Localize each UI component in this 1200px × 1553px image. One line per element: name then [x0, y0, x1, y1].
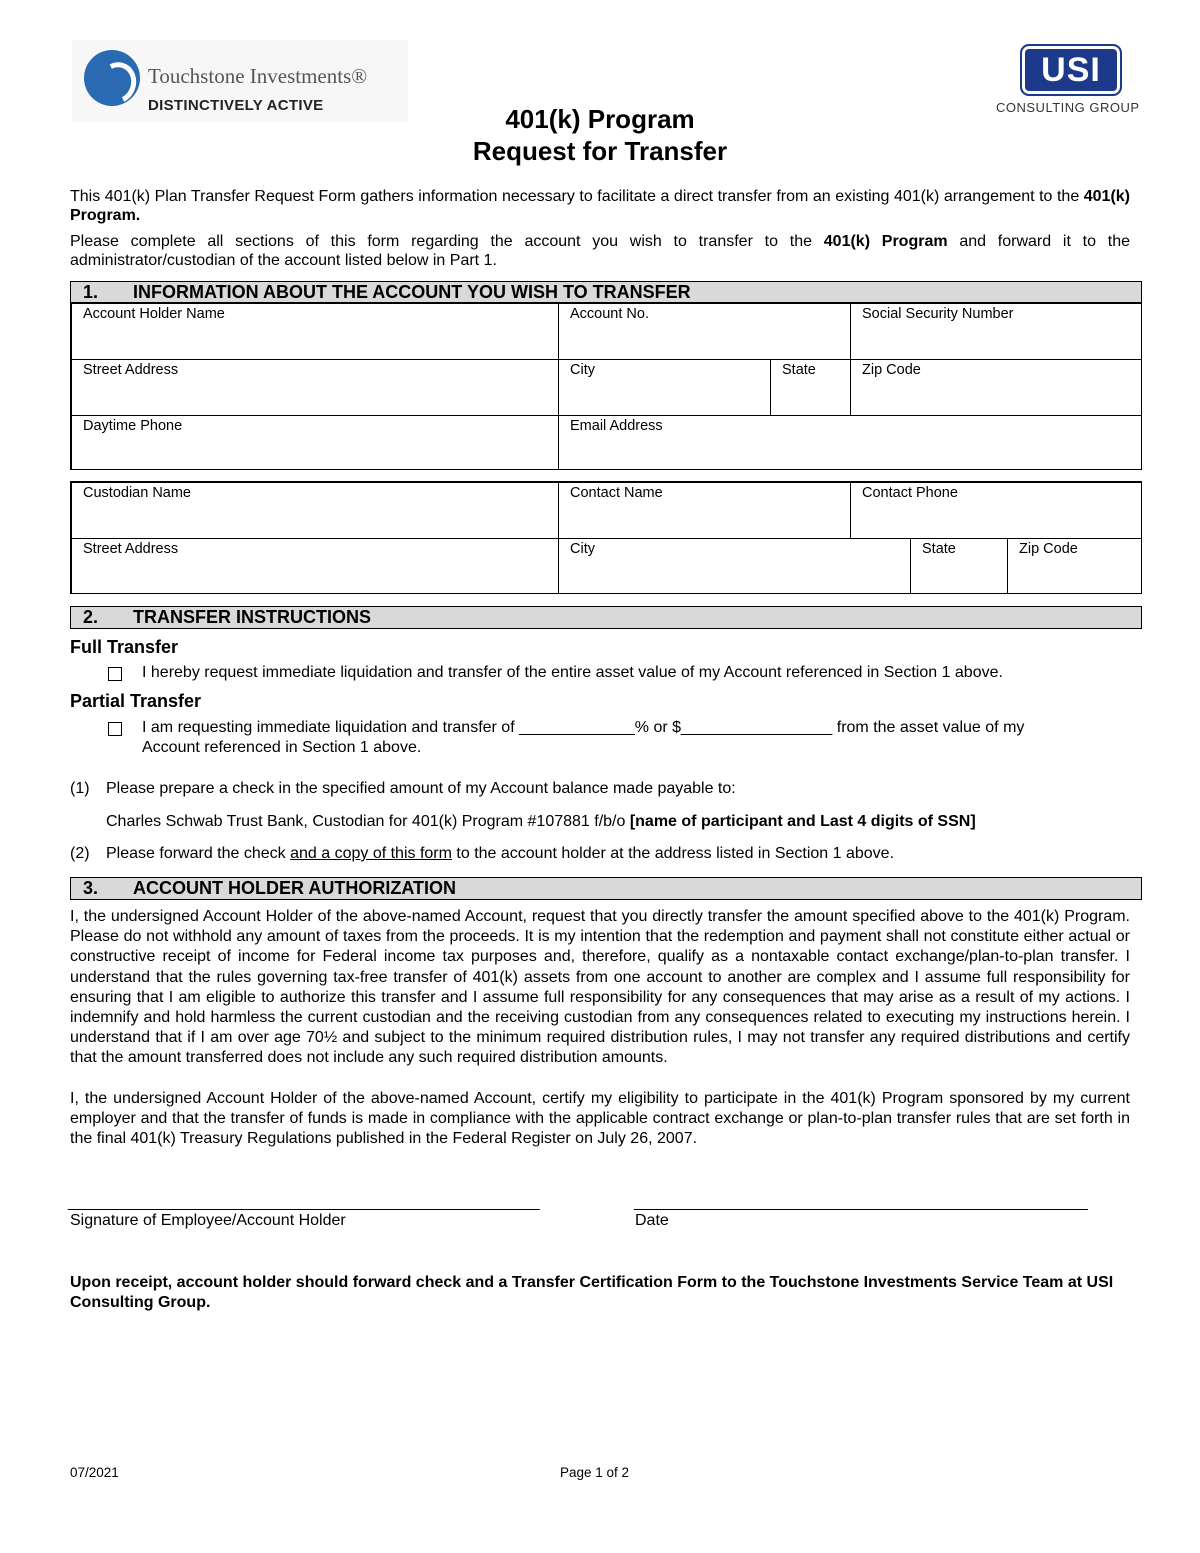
- contact-phone-field[interactable]: Contact Phone: [851, 483, 1142, 539]
- dollar-blank[interactable]: _________________: [681, 719, 833, 736]
- touchstone-logo-icon: [84, 50, 140, 106]
- full-transfer-text: I hereby request immediate liquidation and transfer of the entire asset value of my Account referenced in Section 1 above.: [142, 664, 1003, 681]
- page-subtitle: Request for Transfer: [472, 136, 728, 166]
- custodian-state-field[interactable]: State: [911, 539, 1008, 594]
- authorization-text: [70, 907, 1130, 1149]
- authorization-paragraph-2: I, the undersigned Account Holder of the above-named Account, certify my eligibility to participate in the 401(k) Program sponsored by my current employer and that the transfer of funds is made in compliance with the applicable contract exchange or plan-to-plan transfer rules that are set forth in the final 401(k) Treasury Regulations published in the Federal Register on July 26, 2007.: [70, 1089, 1130, 1148]
- account-holder-name-field[interactable]: Account Holder Name: [72, 304, 559, 360]
- custodian-info-table: [70, 481, 1142, 594]
- touchstone-tagline: DISTINCTIVELY ACTIVE: [148, 97, 324, 114]
- zip-code-field[interactable]: Zip Code: [851, 360, 1142, 416]
- contact-name-field[interactable]: Contact Name: [559, 483, 851, 539]
- authorization-paragraph-1: I, the undersigned Account Holder of the above-named Account, request that you directly transfer the amount specified above to the 401(k) Program. Please do not withhold any amount of taxes from the proceeds. It is my intention that the redemption and payment shall not constitute either actual or constructive receipt of income for Federal income tax purposes and, therefore, qualify as a nontaxable contact exchange/plan-to-plan transfer. I understand that the rules governing tax-free transfer of 401(k) assets from one account to another are complex and I assume full responsibility for ensuring that I am eligible to authorize this transfer and I assume full responsibility for any consequences that may arise as a result of my actions. I indemnify and hold harmless the current custodian and the receiving custodian from any consequences related to executing my instructions herein. I understand that if I am over age 70½ and subject to the minimum required distribution rules, I may not transfer any required distributions and certify that the amount transferred does not include any such required distribution amounts.: [70, 908, 1130, 1067]
- custodian-city-field[interactable]: City: [559, 539, 911, 594]
- closing-note: Upon receipt, account holder should forward check and a Transfer Certification Form to the Touchstone Investments Service Team at USI Consulting Group.: [70, 1274, 1114, 1311]
- signature-label: Signature of Employee/Account Holder: [70, 1212, 346, 1229]
- usi-logo: USI: [1020, 44, 1122, 96]
- daytime-phone-field[interactable]: Daytime Phone: [72, 416, 559, 470]
- street-address-field[interactable]: Street Address: [72, 360, 559, 416]
- payee-line: Charles Schwab Trust Bank, Custodian for 401(k) Program #107881 f/b/o [name of participant and Last 4 digits of SSN]: [106, 813, 976, 830]
- state-field[interactable]: State: [771, 360, 851, 416]
- percent-blank[interactable]: _____________: [519, 719, 635, 736]
- partial-transfer-text: I am requesting immediate liquidation and transfer of _____________% or $_________________ from the asset value of my: [142, 719, 1025, 736]
- section-3-header: 3. ACCOUNT HOLDER AUTHORIZATION: [70, 877, 1142, 900]
- section-2-header: 2. TRANSFER INSTRUCTIONS: [70, 606, 1142, 629]
- signature-line[interactable]: _____________________________________________________: [68, 1194, 540, 1211]
- email-address-field[interactable]: Email Address: [559, 416, 1142, 470]
- ssn-field[interactable]: Social Security Number: [851, 304, 1142, 360]
- page-title: 401(k) Program: [505, 104, 695, 134]
- item-1-text: Please prepare a check in the specified amount of my Account balance made payable to:: [106, 780, 736, 797]
- custodian-street-field[interactable]: Street Address: [72, 539, 559, 594]
- intro-paragraph-2: Please complete all sections of this form regarding the account you wish to transfer to the 401(k) Program and forward it to the administrator/custodian of the account listed below in Part 1.: [70, 233, 1130, 269]
- usi-subtitle: CONSULTING GROUP: [996, 100, 1140, 115]
- item-1-number: (1): [70, 780, 90, 797]
- account-no-field[interactable]: Account No.: [559, 304, 851, 360]
- full-transfer-checkbox[interactable]: [108, 667, 122, 681]
- form-date: 07/2021: [70, 1465, 119, 1480]
- intro-paragraph-1: This 401(k) Plan Transfer Request Form gathers information necessary to facilitate a direct transfer from an existing 401(k) arrangement to the 401(k) Program.: [70, 188, 1130, 224]
- date-line[interactable]: ___________________________________________________: [634, 1194, 1088, 1211]
- full-transfer-heading: Full Transfer: [70, 637, 179, 657]
- custodian-zip-field[interactable]: Zip Code: [1008, 539, 1142, 594]
- partial-transfer-checkbox[interactable]: [108, 722, 122, 736]
- partial-transfer-text-line2: Account referenced in Section 1 above.: [142, 739, 422, 756]
- partial-transfer-heading: Partial Transfer: [70, 691, 202, 711]
- item-2-text: Please forward the check and a copy of this form to the account holder at the address listed in Section 1 above.: [106, 845, 895, 862]
- section-1-header: 1. INFORMATION ABOUT THE ACCOUNT YOU WISH TO TRANSFER: [70, 281, 1142, 304]
- account-info-table: [70, 302, 1142, 470]
- custodian-name-field[interactable]: Custodian Name: [72, 483, 559, 539]
- item-2-number: (2): [70, 845, 90, 862]
- date-label: Date: [635, 1212, 669, 1229]
- touchstone-name: Touchstone Investments®: [148, 64, 368, 88]
- intro: [70, 187, 1130, 270]
- page-number: Page 1 of 2: [560, 1465, 630, 1480]
- city-field[interactable]: City: [559, 360, 771, 416]
